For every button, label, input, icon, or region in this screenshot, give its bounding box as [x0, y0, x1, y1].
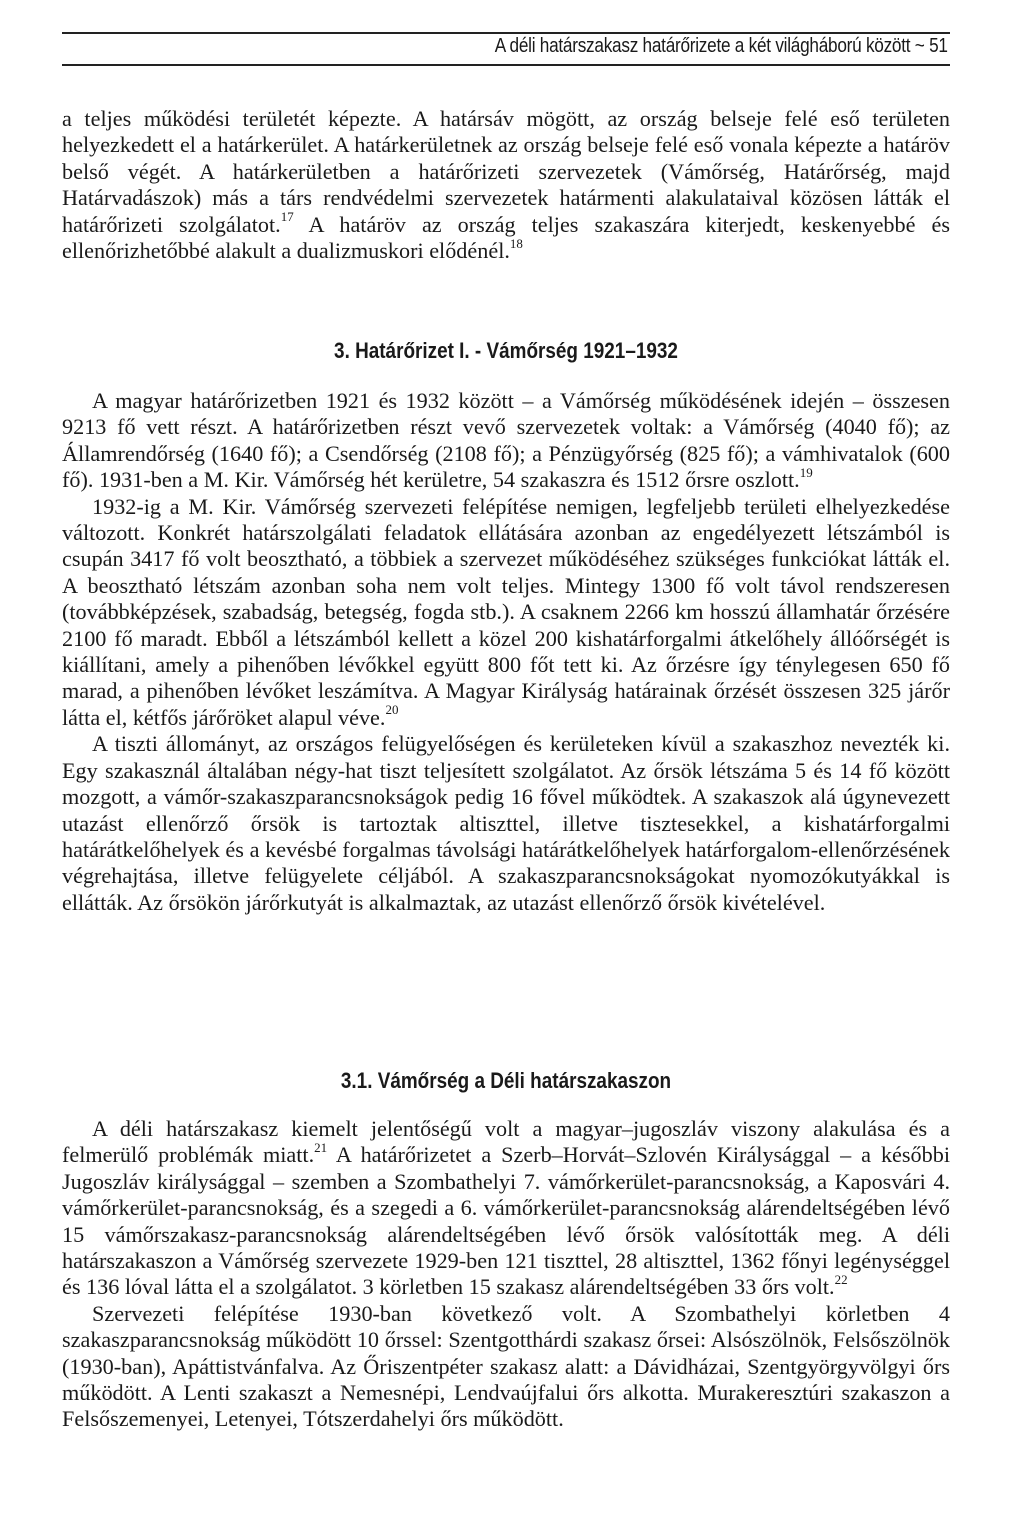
section-3-1-paragraph-2: Szervezeti felépítése 1930-ban következő volt. A Szombathelyi körletben 4 szakaszparancsnokság működött 10 őrssel: Szentgotthárdi szakasz őrsei: Alsószölnök, Felsőszölnök (1930-ban), Apáttistvánfalva. Az Őriszentpéter szakasz alatt: a Dávidházai, Szentgyörgyvölgyi őrs működött. A Lenti szakaszt a Nemesnépi, Lendvaújfalui őrs alkotta. Murakeresztúri szakaszon a Felsőszemenyei, Letenyei, Tótszerdahelyi őrs működött. [62, 1300, 950, 1432]
section-3-1-heading: 3.1. Vámőrség a Déli határszakaszon [340, 1068, 672, 1093]
section-3-1-paragraph-1 [62, 1116, 950, 1301]
intro-paragraph [62, 106, 950, 264]
s31-p1-text-b: A határőrizetet a Szerb–Horvát–Szlovén Királysággal – a későbbi Jugoszláv királysággal – szemben a Szombathelyi 7. vámőrkerület-parancsnokság, a Kaposvári 4. vámőrkerület-parancsnokság, és a szegedi a 6. vámőrkerület-parancsnokság alárendeltségében lévő 15 vámőrszakasz-parancsnokság alárendeltségében lévő őrsök valósították meg. A déli határszakaszon a Vámőrség szervezete 1929-ben 121 tiszttel, 28 altiszttel, 1362 főnyi legénységgel és 136 lóval látta el a szolgálatot. 3 körletben 15 szakasz alárendeltségében 33 őrs volt. [62, 1142, 950, 1300]
intro-text-b: A határöv az ország teljes szakaszára kiterjedt, keskenyebbé és ellenőrizhetőbbé alakult a dualizmuskori elődénél. [62, 211, 950, 264]
footnote-ref-22: 22 [834, 1272, 848, 1288]
s3-p2-text: 1932-ig a M. Kir. Vámőrség szervezeti felépítése nemigen, legfeljebb területi elhelyezkedése változott. Konkrét határszolgálati feladatok ellátására azonban az engedélyezett létszámból is csupán 3417 fő volt beosztható, a többiek a szervezet működéséhez szükséges funkciókat látták el. A beosztható létszám azonban soha nem volt teljes. Mintegy 1300 fő volt távol rendszeresen (továbbképzések, szabadság, betegség, fogda stb.). A csaknem 2266 km hosszú államhatár őrzésére 2100 fő maradt. Ebből a létszámból kellett a közel 200 kishatárforgalmi átkelőhely állóőrségét is kiállítani, amely a pihenőben lévőkkel együtt 800 főt tett ki. Az őrzésre így ténylegesen 650 fő marad, a pihenőben lévőket leszámítva. A Magyar Királyság határainak őrzését összesen 325 járőr látta el, kétfős járőröket alapul véve. [62, 493, 950, 730]
section-3-paragraph-1 [62, 388, 950, 494]
footnote-ref-21: 21 [314, 1140, 328, 1156]
section-3-heading: 3. Határőrizet I. - Vámőrség 1921–1932 [334, 338, 678, 363]
running-title: A déli határszakasz határőrizete a két világháború között ~ 51 [495, 35, 948, 57]
section-3-paragraph-2 [62, 494, 950, 732]
intro-text-a: a teljes működési területét képezte. A határsáv mögött, az ország belseje felé eső területen helyezkedett el a határkerület. A határkerületnek az ország belseje felé eső vonala képezte a határöv belső végét. A határkerületben a határőrizeti szervezetek (Vámőrség, Határőrség, majd Határvadászok) más a társ rendvédelmi szervezetek határmenti alakulataival közösen látták el határőrizeti szolgálatot. [62, 106, 950, 237]
section-3-text [62, 388, 950, 916]
intro-text [62, 106, 950, 264]
running-header [62, 32, 950, 66]
footnote-ref-18: 18 [509, 235, 523, 251]
footnote-ref-19: 19 [799, 464, 813, 480]
s31-p1-text-a: A déli határszakasz kiemelt jelentőségű volt a magyar–jugoszláv viszony alakulása és a felmerülő problémák miatt. [62, 1116, 950, 1168]
section-3-1-text [62, 1116, 950, 1433]
footnote-ref-20: 20 [385, 702, 399, 718]
s3-p1-text: A magyar határőrizetben 1921 és 1932 között – a Vámőrség működésének idején – összesen 9213 fő vett részt. A határőrizetben részt vevő szervezetek voltak: a Vámőrség (4040 fő); az Államrendőrség (1640 fő); a Csendőrség (2108 fő); a Pénzügyőrség (825 fő); a vámhivatalok (600 fő). 1931-ben a M. Kir. Vámőrség hét kerületre, 54 szakaszra és 1512 őrsre oszlott. [62, 388, 950, 493]
footnote-ref-17: 17 [280, 209, 294, 225]
section-3-paragraph-3: A tiszti állományt, az országos felügyelőségen és kerületeken kívül a szakaszhoz nevezték ki. Egy szakasznál általában négy-hat tiszt teljesített szolgálatot. Az őrsök létszáma 5 és 14 fő között mozgott, a vámőr-szakaszparancsnokságok pedig 16 fővel működtek. A szakaszok alá úgynevezett utazást ellenőrző őrsök is tartoztak altiszttel, illetve tisztesekkel, a kishatárforgalmi határátkelőhelyek és a kevésbé forgalmas távolsági határátkelőhelyek határforgalom-ellenőrzésének végrehajtása, illetve felügyelete céljából. A szakaszparancsnokságokat nyomozókutyákkal is ellátták. Az őrsökön járőrkutyát is alkalmaztak, az utazást ellenőrző őrsök kivételével. [62, 731, 950, 915]
